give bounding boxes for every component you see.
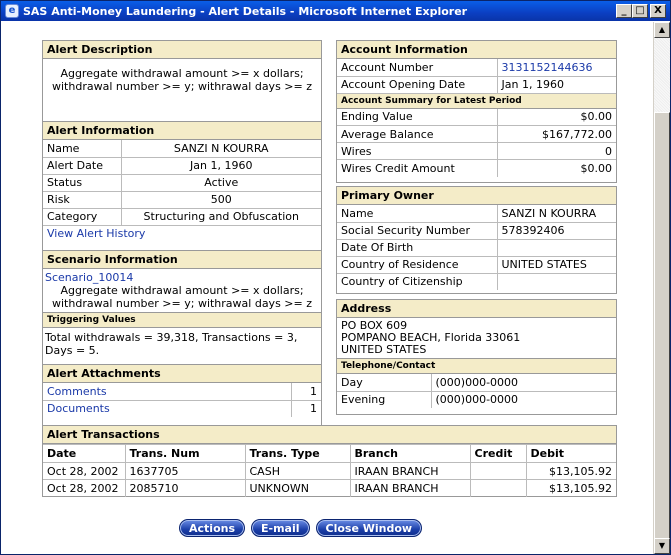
tx-type: CASH xyxy=(245,463,350,480)
table-row xyxy=(337,273,616,290)
telephone-table xyxy=(337,374,616,408)
primary-owner-heading: Primary Owner xyxy=(337,187,616,205)
row-value: Jan 1, 1960 xyxy=(121,157,321,174)
tx-branch: IRAAN BRANCH xyxy=(350,463,470,480)
tx-credit xyxy=(470,463,526,480)
documents-link[interactable]: Documents xyxy=(47,402,110,416)
attachments-table xyxy=(43,383,321,417)
row-label: Status xyxy=(43,174,121,191)
tx-num: 2085710 xyxy=(125,480,245,497)
tx-num: 1637705 xyxy=(125,463,245,480)
phone-value: (000)000-0000 xyxy=(431,391,616,408)
row-value: Active xyxy=(121,174,321,191)
col-credit: Credit xyxy=(470,445,526,463)
alert-transactions-panel xyxy=(42,425,617,497)
alert-transactions-heading: Alert Transactions xyxy=(43,426,616,444)
row-value: Structuring and Obfuscation xyxy=(121,208,321,225)
primary-owner-panel xyxy=(336,186,617,294)
triggering-values-text: Total withdrawals = 39,318, Transactions = 3, Days = 5. xyxy=(45,331,298,357)
phone-label: Evening xyxy=(337,391,431,408)
maximize-button[interactable]: □ xyxy=(632,4,648,18)
documents-count: 1 xyxy=(291,400,321,417)
table-row xyxy=(337,374,616,391)
account-summary-table xyxy=(337,109,616,177)
table-row xyxy=(43,208,321,225)
row-label: Country of Citizenship xyxy=(337,273,497,290)
table-row xyxy=(337,222,616,239)
email-button[interactable]: E-mail xyxy=(251,519,310,537)
row-value: SANZI N KOURRA xyxy=(497,205,616,222)
col-date: Date xyxy=(43,445,125,463)
col-debit: Debit xyxy=(526,445,616,463)
row-value: SANZI N KOURRA xyxy=(121,140,321,157)
row-label: Alert Date xyxy=(43,157,121,174)
account-table xyxy=(337,59,616,94)
scenario-information-heading: Scenario Information xyxy=(43,251,321,269)
alert-information-panel xyxy=(42,121,322,261)
account-number-label: Account Number xyxy=(337,59,497,76)
col-trans-num: Trans. Num xyxy=(125,445,245,463)
owner-table xyxy=(337,205,616,290)
table-row xyxy=(43,463,616,480)
table-row xyxy=(337,109,616,126)
table-row xyxy=(337,59,616,76)
address-line-2: POMPANO BEACH, Florida 33061 xyxy=(341,331,521,344)
row-label: Name xyxy=(43,140,121,157)
table-row xyxy=(337,126,616,143)
phone-label: Day xyxy=(337,374,431,391)
tx-date: Oct 28, 2002 xyxy=(43,480,125,497)
scenario-text: Aggregate withdrawal amount >= x dollars; withdrawal number >= y; withrawal days >= z xyxy=(52,284,312,310)
row-value: $0.00 xyxy=(497,109,616,126)
opening-date-label: Account Opening Date xyxy=(337,76,497,93)
actions-button[interactable]: Actions xyxy=(179,519,245,537)
scroll-up-icon[interactable]: ▲ xyxy=(654,22,670,38)
row-value: UNITED STATES xyxy=(497,256,616,273)
col-branch: Branch xyxy=(350,445,470,463)
phone-value: (000)000-0000 xyxy=(431,374,616,391)
close-window-button[interactable]: Close Window xyxy=(316,519,423,537)
account-information-panel xyxy=(336,40,617,183)
tx-date: Oct 28, 2002 xyxy=(43,463,125,480)
alert-description-heading: Alert Description xyxy=(43,41,321,59)
row-value: 0 xyxy=(497,143,616,160)
alert-information-table xyxy=(43,140,321,242)
table-row xyxy=(337,205,616,222)
row-label: Social Security Number xyxy=(337,222,497,239)
table-row xyxy=(43,174,321,191)
title-bar xyxy=(1,1,670,21)
table-row xyxy=(337,256,616,273)
row-label: Risk xyxy=(43,191,121,208)
page-content xyxy=(2,22,653,554)
vertical-scrollbar[interactable] xyxy=(653,22,670,554)
scenario-information-panel xyxy=(42,250,322,377)
transactions-table xyxy=(43,444,616,497)
telephone-heading: Telephone/Contact xyxy=(337,358,616,374)
table-row xyxy=(337,76,616,93)
account-number-link[interactable]: 3131152144636 xyxy=(501,60,593,74)
scenario-link[interactable]: Scenario_10014 xyxy=(45,271,134,284)
alert-information-heading: Alert Information xyxy=(43,122,321,140)
table-row xyxy=(43,157,321,174)
table-row xyxy=(337,160,616,177)
ie-icon: e xyxy=(5,4,19,18)
row-label: Name xyxy=(337,205,497,222)
table-row xyxy=(43,480,616,497)
table-row xyxy=(43,383,321,400)
table-row xyxy=(337,239,616,256)
address-line-1: PO BOX 609 xyxy=(341,319,408,332)
scroll-thumb[interactable] xyxy=(654,112,670,552)
col-trans-type: Trans. Type xyxy=(245,445,350,463)
table-row xyxy=(337,143,616,160)
comments-link[interactable]: Comments xyxy=(47,384,107,398)
row-label: Country of Residence xyxy=(337,256,497,273)
row-label: Category xyxy=(43,208,121,225)
alert-description-text: Aggregate withdrawal amount >= x dollars; withdrawal number >= y; withrawal days >= z xyxy=(52,67,312,93)
row-value xyxy=(497,273,616,290)
scroll-down-icon[interactable]: ▼ xyxy=(654,538,670,554)
table-row xyxy=(43,400,321,417)
account-summary-heading: Account Summary for Latest Period xyxy=(337,94,616,109)
tx-type: UNKNOWN xyxy=(245,480,350,497)
comments-count: 1 xyxy=(291,383,321,400)
tx-debit: $13,105.92 xyxy=(526,463,616,480)
row-value: $0.00 xyxy=(497,160,616,177)
row-label: Average Balance xyxy=(337,126,497,143)
address-heading: Address xyxy=(337,300,616,318)
table-header-row xyxy=(43,445,616,463)
row-value: $167,772.00 xyxy=(497,126,616,143)
triggering-values-heading: Triggering Values xyxy=(43,312,321,328)
row-value xyxy=(497,239,616,256)
row-label: Ending Value xyxy=(337,109,497,126)
table-row xyxy=(43,191,321,208)
minimize-button[interactable]: _ xyxy=(616,4,632,18)
account-information-heading: Account Information xyxy=(337,41,616,59)
row-label: Date Of Birth xyxy=(337,239,497,256)
alert-description-panel xyxy=(42,40,322,125)
opening-date-value: Jan 1, 1960 xyxy=(497,76,616,93)
button-bar xyxy=(179,519,422,537)
address-panel xyxy=(336,299,617,415)
table-row xyxy=(43,140,321,157)
tx-branch: IRAAN BRANCH xyxy=(350,480,470,497)
view-alert-history-link[interactable]: View Alert History xyxy=(47,227,146,241)
window-title: SAS Anti-Money Laundering - Alert Details - Microsoft Internet Explorer xyxy=(23,4,468,18)
row-value: 500 xyxy=(121,191,321,208)
alert-attachments-heading: Alert Attachments xyxy=(43,365,321,383)
tx-debit: $13,105.92 xyxy=(526,480,616,497)
row-value: 578392406 xyxy=(497,222,616,239)
tx-credit xyxy=(470,480,526,497)
address-line-3: UNITED STATES xyxy=(341,343,427,356)
row-label: Wires xyxy=(337,143,497,160)
table-row xyxy=(43,225,321,242)
row-label: Wires Credit Amount xyxy=(337,160,497,177)
close-button[interactable]: X xyxy=(650,4,666,18)
table-row xyxy=(337,391,616,408)
